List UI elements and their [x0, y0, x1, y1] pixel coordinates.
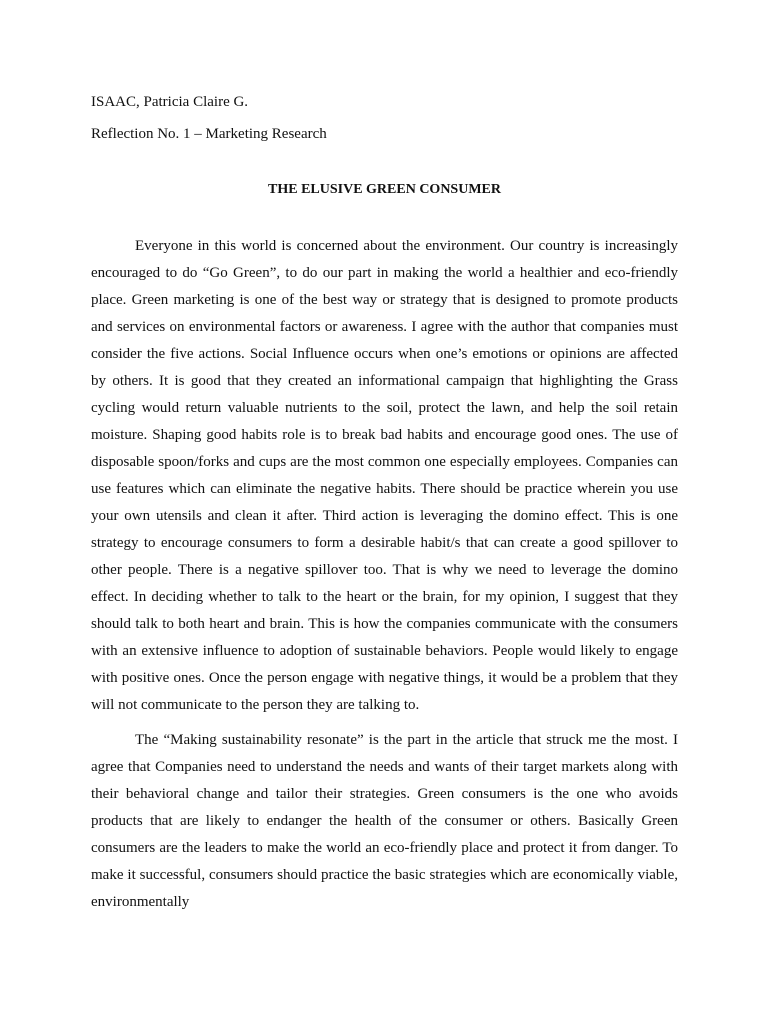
- author-name: ISAAC, Patricia Claire G.: [91, 94, 249, 110]
- essay-title: THE ELUSIVE GREEN CONSUMER: [268, 182, 501, 197]
- document-content: [91, 89, 678, 916]
- essay-paragraph-1: Everyone in this world is concerned about the environment. Our country is increasingly encouraged to do “Go Green”, to do our part in making the world a healthier and eco-friendly place. Green marketing is one of the best way or strategy that is designed to promote products and services on environmental factors or awareness. I agree with the author that companies must consider the five actions. Social Influence occurs when one’s emotions or opinions are affected by others. It is good that they created an informational campaign that highlighting the Grass cycling would return valuable nutrients to the soil, protect the lawn, and help the soil retain moisture. Shaping good habits role is to break bad habits and encourage good ones. The use of disposable spoon/forks and cups are the most common one especially employees. Companies can use features which can eliminate the negative habits. There should be practice wherein you use your own utensils and clean it after. Third action is leveraging the domino effect. This is one strategy to encourage consumers to form a desirable habit/s that can create a good spillover to other people. There is a negative spillover too. That is why we need to leverage the domino effect. In deciding whether to talk to the heart or the brain, for my opinion, I suggest that they should talk to both heart and brain. This is how the companies communicate with the consumers with an extensive influence to adoption of sustainable behaviors. People would likely to engage with positive ones. Once the person engage with negative things, it would be a problem that they will not communicate to the person they are talking to.: [91, 238, 678, 713]
- essay-paragraph-2: The “Making sustainability resonate” is the part in the article that struck me the most. I agree that Companies need to understand the needs and wants of their target markets along with their behavioral change and tailor their strategies. Green consumers is the one who avoids products that are likely to endanger the health of the consumer or others. Basically Green consumers are the leaders to make the world an eco-friendly place and protect it from danger. To make it successful, consumers should practice the basic strategies which are economically viable, environmentally: [91, 732, 678, 910]
- reflection-subject: Reflection No. 1 – Marketing Research: [91, 126, 327, 142]
